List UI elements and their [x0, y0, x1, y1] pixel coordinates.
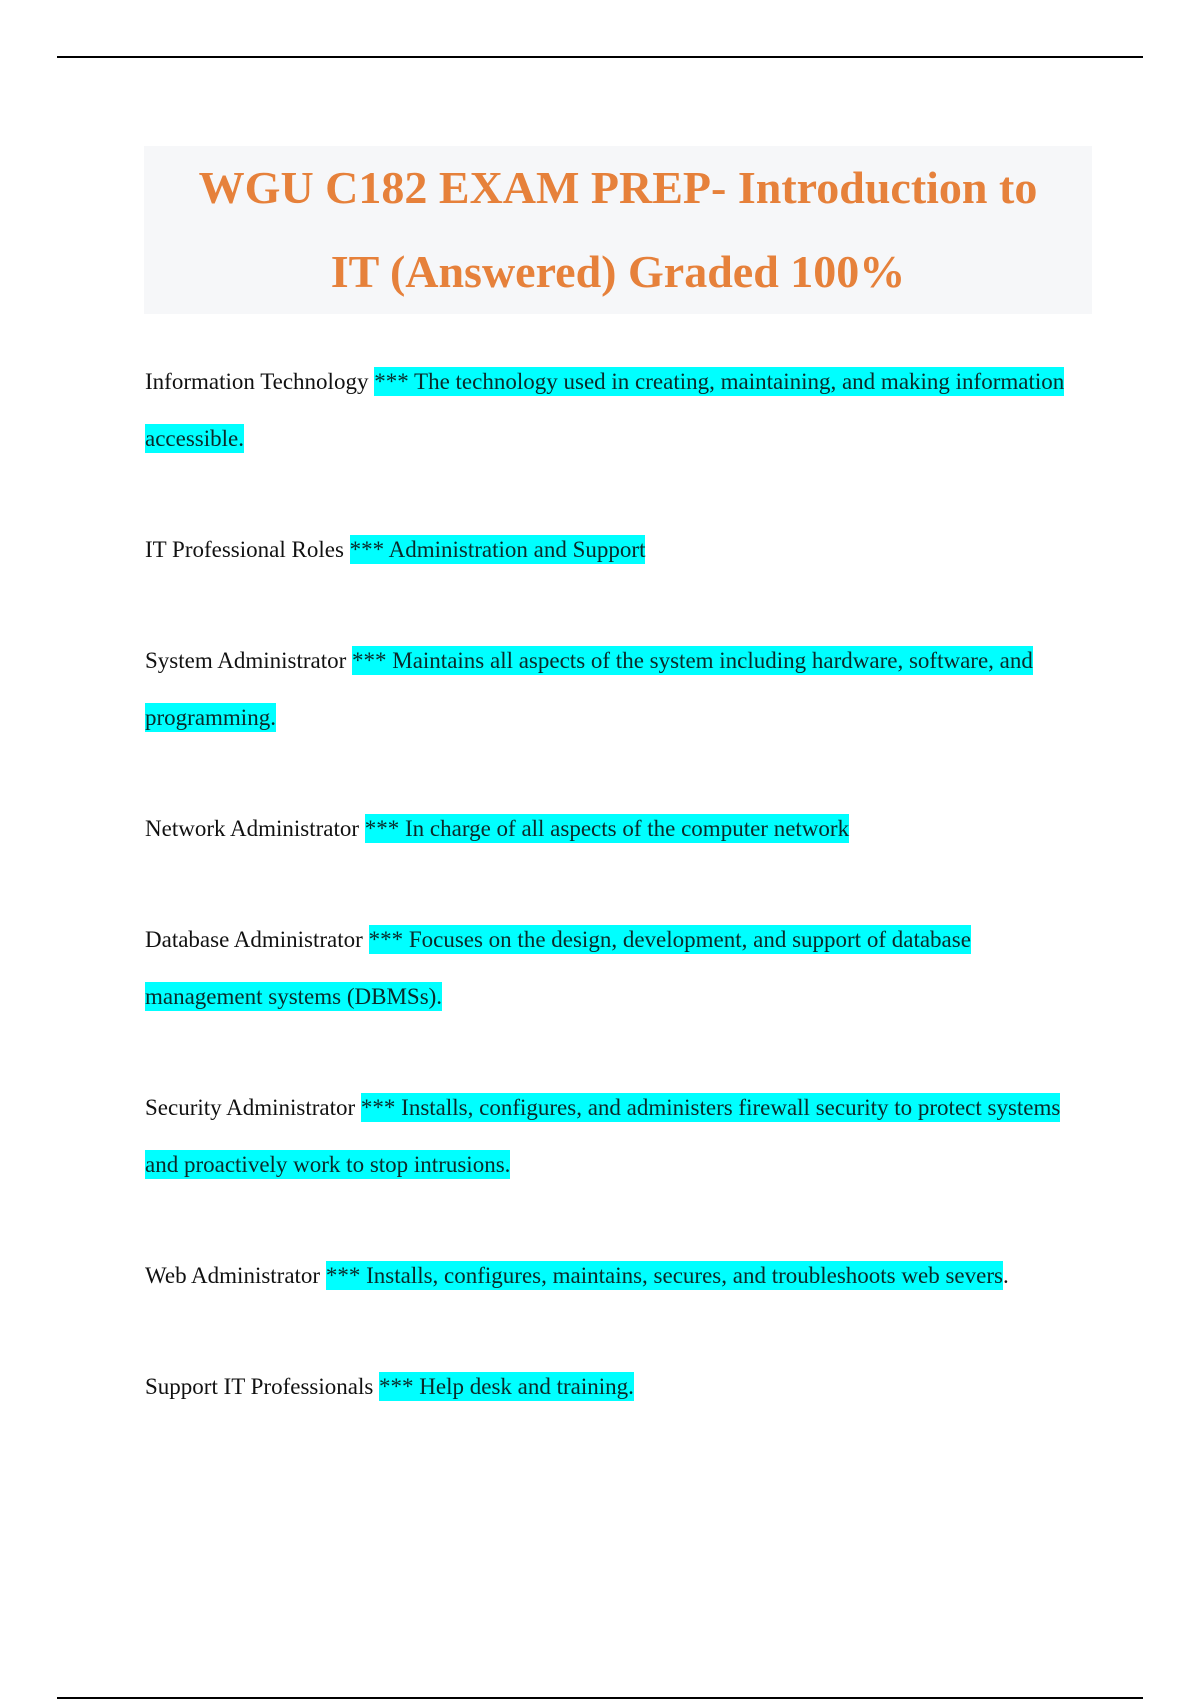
answer-highlight: *** Installs, configures, and administers firewall security to protect systems and proactively work to stop intrusions. [145, 1095, 1061, 1177]
answer-trail: . [1002, 1263, 1009, 1288]
qa-item-system-administrator [145, 632, 1085, 746]
term: System Administrator [145, 648, 347, 673]
bottom-rule [57, 1697, 1143, 1699]
answer-highlight: *** Administration and Support [349, 537, 646, 562]
qa-item-database-administrator [145, 911, 1085, 1025]
title-line-1: WGU C182 EXAM PREP- Introduction to [198, 162, 1038, 213]
title-line-2: IT (Answered) Graded 100% [330, 246, 906, 297]
term: Network Administrator [145, 816, 359, 841]
term: Database Administrator [145, 927, 363, 952]
term: Support IT Professionals [145, 1374, 374, 1399]
top-rule [57, 56, 1143, 58]
term: Web Administrator [145, 1263, 321, 1288]
answer-highlight: *** Installs, configures, maintains, secures, and troubleshoots web severs [325, 1263, 1003, 1288]
answer-highlight: *** Focuses on the design, development, and support of database management systems (DBMSs). [145, 927, 971, 1009]
qa-item-it-professional-roles [145, 521, 1085, 578]
qa-item-information-technology [145, 353, 1085, 467]
qa-item-security-administrator [145, 1079, 1085, 1193]
answer-highlight: *** Maintains all aspects of the system including hardware, software, and programming. [145, 648, 1033, 730]
term: Information Technology [145, 369, 369, 394]
qa-item-network-administrator [145, 800, 1085, 857]
answer-highlight: *** In charge of all aspects of the computer network [364, 816, 850, 841]
term: IT Professional Roles [145, 537, 344, 562]
term: Security Administrator [145, 1095, 356, 1120]
qa-item-web-administrator [145, 1247, 1085, 1304]
answer-highlight: *** Help desk and training. [379, 1374, 634, 1399]
title-banner [144, 146, 1092, 314]
answer-highlight: *** The technology used in creating, maintaining, and making information accessible. [145, 369, 1065, 451]
qa-item-support-it-professionals [145, 1358, 1085, 1415]
qa-list [145, 353, 1085, 1469]
